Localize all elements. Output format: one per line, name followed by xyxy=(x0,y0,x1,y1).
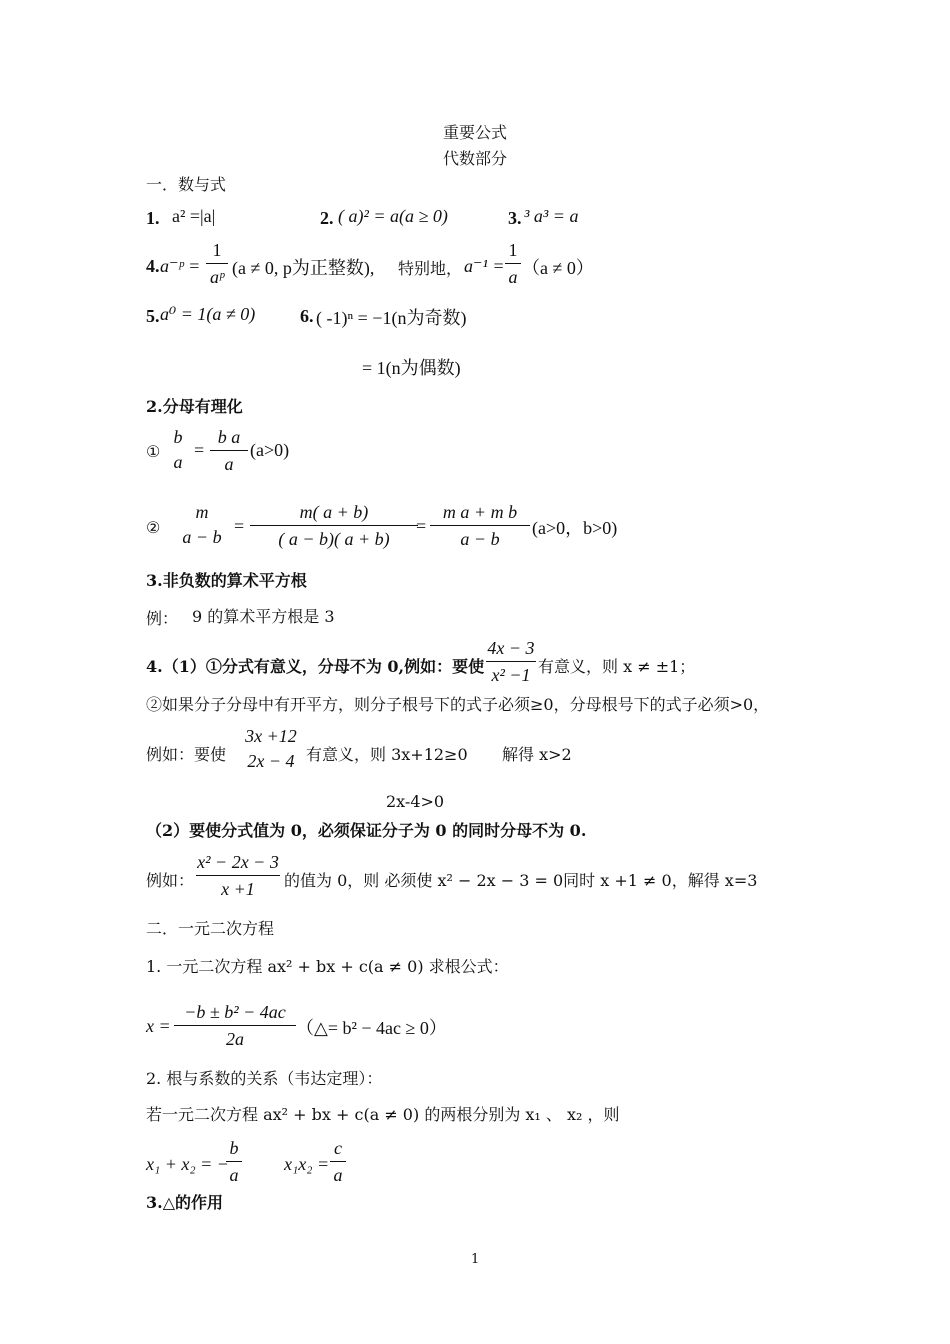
sqrt-example-text: 9 的算术平方根是 3 xyxy=(192,607,335,626)
item-1-equals: = xyxy=(194,440,205,460)
cond-4-fraction: 4x − 3 x² −1 xyxy=(487,638,535,685)
cond-4-line1-suffix: 有意义，则 x ≠ ±1； xyxy=(538,657,696,676)
formula-1-number: 1. xyxy=(146,208,160,228)
quadratic-formula-condition: （△= b² − 4ac ≥ 0） xyxy=(296,1018,447,1038)
formula-6: ( -1)ⁿ = −1(n为奇数) xyxy=(316,308,467,328)
cond-4-example-mid: 有意义，则 3x+12≥0 xyxy=(306,745,468,764)
section-heading-quadratic: 二．一元二次方程 xyxy=(146,919,275,938)
item-1-rhs-fraction: b a a xyxy=(210,425,248,476)
formula-4-fraction: 1 aᵖ xyxy=(206,238,228,289)
cond-4-example2-suffix: 的值为 0，则 必须使 x² − 2x − 3 = 0同时 x +1 ≠ 0，解得 x=3 xyxy=(284,871,758,890)
cond-4-example-solve: 解得 x>2 xyxy=(502,745,572,764)
formula-2: ( a)² = a(a ≥ 0) xyxy=(338,206,448,226)
formula-4-condition: (a ≠ 0, p为正整数), xyxy=(232,258,375,278)
cond-4-example2-fraction: x² − 2x − 3 x +1 xyxy=(197,852,279,899)
formula-3: ³ a³ = a xyxy=(524,206,579,226)
formula-1: a² =|a| xyxy=(172,206,216,226)
page-title: 重要公式 xyxy=(443,123,508,142)
item-2-lhs-fraction: m a − b xyxy=(182,502,222,547)
quadratic-formula-fraction: −b ± b² − 4ac 2a xyxy=(174,1000,296,1051)
quadratic-formula-lhs: x = xyxy=(146,1016,171,1036)
formula-5-number: 5. xyxy=(146,306,160,326)
formula-4-lhs: a⁻ᵖ = xyxy=(160,256,201,276)
item-2-condition: (a>0，b>0) xyxy=(532,518,618,538)
quadratic-q3: 3.△的作用 xyxy=(146,1193,224,1212)
page-subtitle: 代数部分 xyxy=(443,149,508,168)
formula-2-number: 2. xyxy=(320,208,334,228)
formula-4-lhs2: a⁻¹ = xyxy=(464,256,505,276)
cond-4-line1-prefix: 4.（1）①分式有意义，分母不为 0,例如：要使 xyxy=(146,657,485,676)
item-2-rhs-fraction: m a + m b a − b xyxy=(430,500,530,551)
page-number: 1 xyxy=(471,1252,480,1267)
vieta-sum-lhs: x₁ + x₂ = − xyxy=(146,1154,229,1174)
cond-4-line2: ②如果分子分母中有开平方，则分子根号下的式子必须≥0，分母根号下的式子必须>0， xyxy=(146,695,770,714)
cond-4-example-fraction: 3x +12 2x − 4 xyxy=(245,726,297,771)
formula-5: a⁰ = 1(a ≠ 0) xyxy=(160,304,256,324)
formula-3-number: 3. xyxy=(508,208,522,228)
formula-4-special: 特别地， xyxy=(398,259,463,278)
formula-4-condition2: （a ≠ 0） xyxy=(522,258,594,278)
vieta-product-lhs: x₁x₂ = xyxy=(284,1154,330,1174)
formula-4-number: 4. xyxy=(146,256,160,276)
cond-4-example-prefix: 例如：要使 xyxy=(146,745,227,764)
cond-4-part2: （2）要使分式值为 0，必须保证分子为 0 的同时分母不为 0. xyxy=(146,821,587,840)
item-2-marker: ② xyxy=(146,518,161,537)
quadratic-q2-text: 若一元二次方程 ax² + bx + c(a ≠ 0) 的两根分别为 x₁ 、 x₂ ，则 xyxy=(146,1105,620,1124)
formula-4-fraction2: 1 a xyxy=(505,238,521,289)
quadratic-q1: 1. 一元二次方程 ax² + bx + c(a ≠ 0) 求根公式： xyxy=(146,957,509,976)
item-2-mid-fraction: m( a + b) ( a − b)( a + b) xyxy=(250,500,418,551)
sqrt-example-label: 例： xyxy=(146,609,179,628)
cond-4-example2-prefix: 例如： xyxy=(146,871,195,890)
cond-4-example-line2: 2x-4>0 xyxy=(386,792,445,811)
formula-6-number: 6. xyxy=(300,306,314,326)
item-1-lhs-fraction: b a xyxy=(173,427,183,472)
item-2-equals: = xyxy=(234,516,245,536)
vieta-product-fraction: c a xyxy=(330,1136,346,1187)
formula-6-line2: = 1(n为偶数) xyxy=(362,358,461,378)
section-heading-sqrt: 3.非负数的算术平方根 xyxy=(146,571,307,590)
item-1-condition: (a>0) xyxy=(250,440,290,460)
quadratic-q2: 2. 根与系数的关系（韦达定理）： xyxy=(146,1069,383,1088)
section-heading-numbers: 一．数与式 xyxy=(146,175,227,194)
section-heading-rationalize: 2.分母有理化 xyxy=(146,397,243,416)
vieta-sum-fraction: b a xyxy=(226,1136,242,1187)
item-1-marker: ① xyxy=(146,442,161,461)
item-2-equals2: = xyxy=(416,516,427,536)
